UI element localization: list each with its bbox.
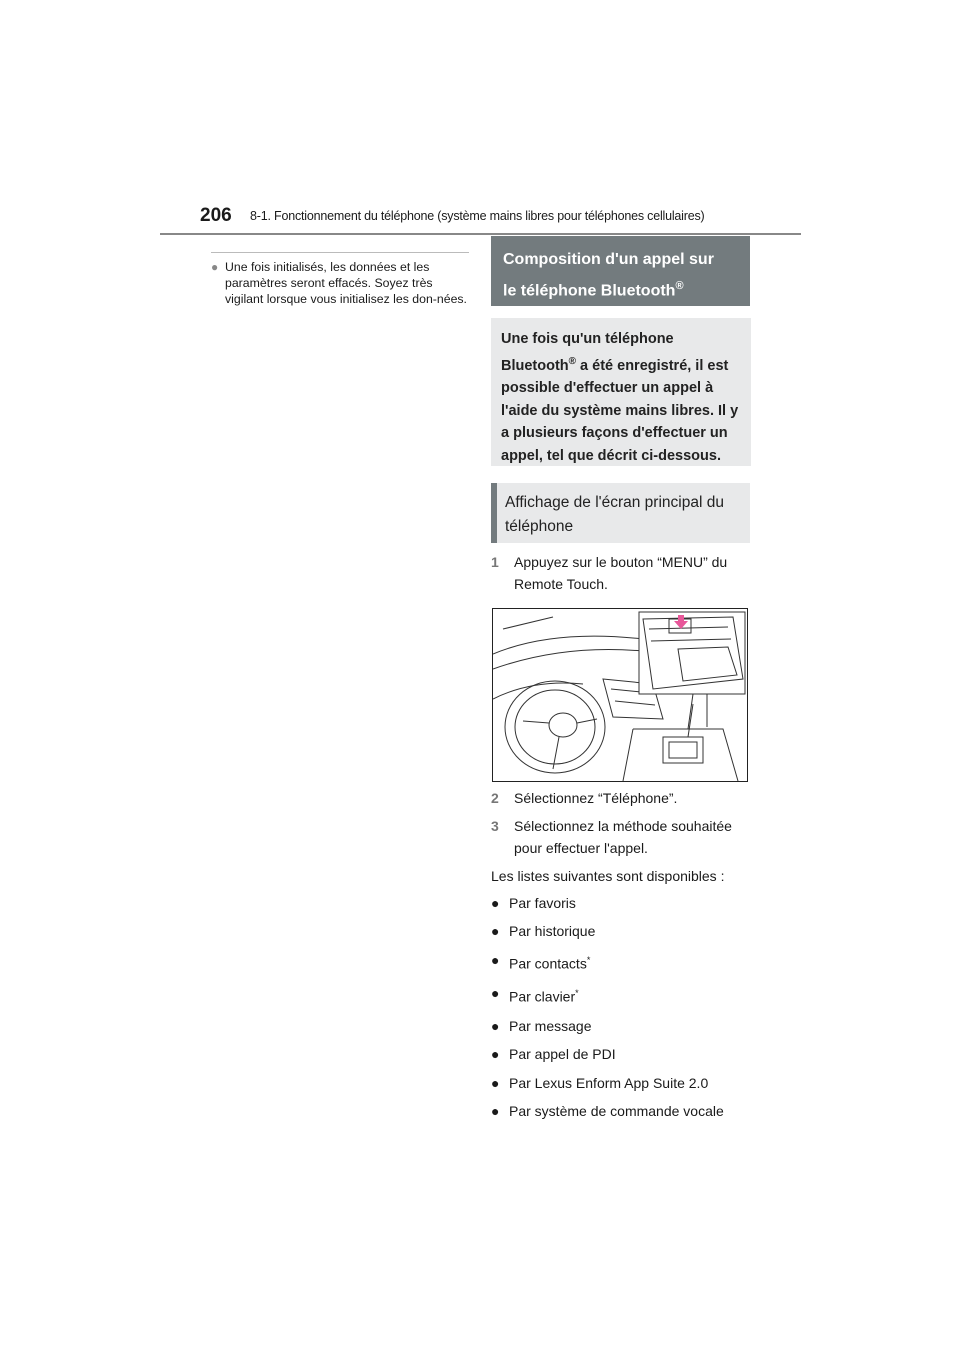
subsection-title <box>491 483 750 543</box>
list-item <box>491 1072 724 1100</box>
step-text: Sélectionnez la méthode souhaitée pour effectuer l'appel. <box>514 818 732 856</box>
list-intro: Les listes suivantes sont disponibles : <box>491 868 725 884</box>
section-title-line2: le téléphone Bluetooth <box>503 282 676 300</box>
list-item-text: Par clavier <box>509 988 576 1005</box>
list-item <box>491 920 724 948</box>
list-item <box>491 1015 724 1043</box>
list-item-text: Par contacts <box>509 955 587 972</box>
step-text: Appuyez sur le bouton “MENU” du Remote Touch. <box>514 554 728 592</box>
note-block <box>211 259 469 307</box>
section-title-line1: Composition d'un appel sur <box>503 251 714 268</box>
list-item <box>491 892 724 920</box>
chapter-title: 8-1. Fonctionnement du téléphone (système mains libres pour téléphones cellulaires) <box>250 209 705 223</box>
bullet-icon: ● <box>491 1074 500 1091</box>
subsection-title-text: Affichage de l'écran principal du téléphone <box>505 494 724 535</box>
note-text: Une fois initialisés, les données et les paramètres seront effacés. Soyez très vigilant lorsque vous initialisez les don-nées. <box>225 260 467 306</box>
list-item-text: Par historique <box>509 923 596 940</box>
list-item <box>491 949 724 982</box>
footnote-mark: * <box>575 987 579 998</box>
list-item-text: Par appel de PDI <box>509 1046 616 1063</box>
step-1 <box>491 551 751 595</box>
list-item-text: Par Lexus Enform App Suite 2.0 <box>509 1074 709 1091</box>
bullet-icon: ● <box>491 923 500 940</box>
list-item-text: Par message <box>509 1017 592 1034</box>
dashboard-illustration <box>492 608 748 782</box>
list-item-text: Par système de commande vocale <box>509 1102 724 1119</box>
note-divider <box>211 252 469 253</box>
intro-post: a été enregistré, il est possible d'effectuer un appel à l'aide du système mains libres. Il y a plusieurs façons d'effectuer un appel, tel que décrit ci-dessous. <box>501 357 739 464</box>
step-number: 2 <box>491 790 499 806</box>
section-title <box>491 236 750 306</box>
step-number: 1 <box>491 554 499 570</box>
list-item <box>491 982 724 1015</box>
bullet-icon: ● <box>491 1046 500 1063</box>
step-2 <box>491 787 751 809</box>
page-number: 206 <box>200 205 232 226</box>
intro-mark: ® <box>568 355 577 367</box>
list-item <box>491 1043 724 1071</box>
bullet-icon: ● <box>491 951 500 968</box>
step-text: Sélectionnez “Téléphone”. <box>514 790 678 806</box>
bullet-icon: ● <box>491 984 500 1001</box>
footnote-mark: * <box>586 954 591 965</box>
bullet-icon: ● <box>491 1017 500 1034</box>
method-list <box>491 892 724 1128</box>
step-3 <box>491 815 751 859</box>
section-intro <box>491 318 751 466</box>
intro-pre: Une fois qu'un téléphone Bluetooth <box>501 331 674 374</box>
step-number: 3 <box>491 818 499 834</box>
list-item-text: Par favoris <box>509 895 576 911</box>
header-divider <box>160 233 801 235</box>
note-bullet-icon: ● <box>211 260 219 274</box>
section-title-mark: ® <box>675 280 684 292</box>
list-item <box>491 1100 724 1128</box>
bullet-icon: ● <box>491 1102 500 1119</box>
bullet-icon: ● <box>491 895 500 911</box>
dashboard-drawing <box>493 609 747 781</box>
